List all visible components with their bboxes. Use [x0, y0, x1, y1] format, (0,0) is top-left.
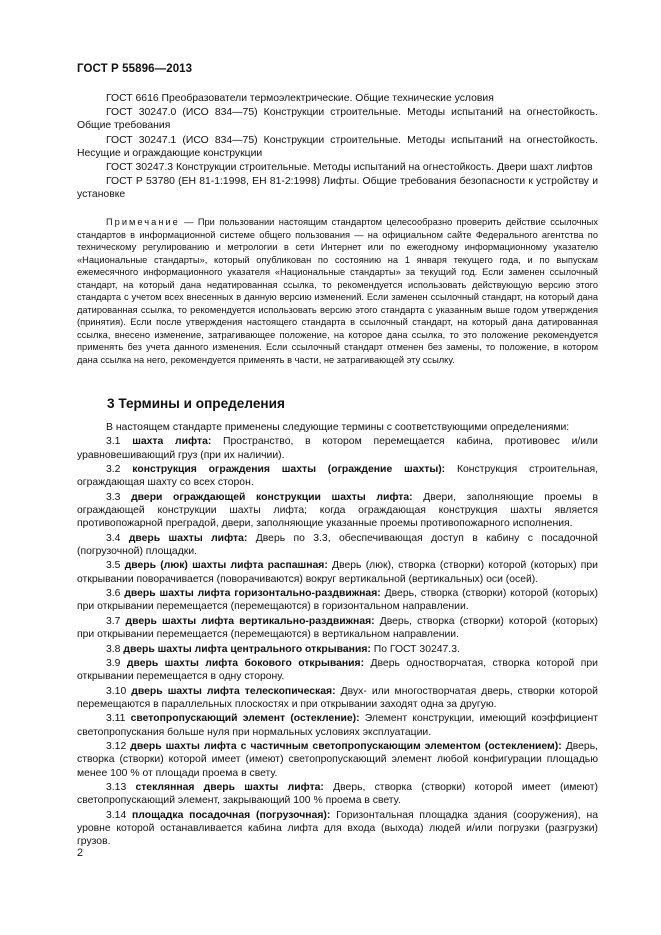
term-item [77, 463, 598, 490]
term-definition: Пространство, в котором перемещается кабина, противовес и/или уравновешивающий груз (при их наличии). [77, 436, 598, 461]
term-number: 3.13 [106, 781, 136, 793]
term-item [77, 685, 598, 712]
reference-item: ГОСТ 30247.0 (ИСО 834—75) Конструкции строительные. Методы испытаний на огнестойкость. Общие требования [77, 107, 598, 132]
term-name: дверь шахты лифта центрального открывания: [123, 643, 371, 655]
term-item [77, 657, 598, 684]
term-name: дверь шахты лифта: [128, 532, 248, 544]
term-item [77, 643, 598, 656]
term-item [77, 532, 598, 559]
term-name: стеклянная дверь шахты лифта: [135, 781, 324, 793]
term-name: дверь шахты лифта горизонтально-раздвижная: [124, 588, 381, 600]
term-name: шахта лифта: [132, 436, 212, 448]
terms-list [77, 421, 598, 850]
term-name: дверь шахты лифта вертикально-раздвижная: [125, 615, 375, 627]
term-definition: Элемент конструкции, имеющий коэффициент светопропускания больше нуля при нормальных условиях эксплуатации. [77, 713, 598, 738]
term-name: дверь шахты лифта бокового открывания: [126, 657, 365, 669]
term-definition: Дверь по 3.3, обеспечивающая доступ в кабину с посадочной (погрузочной) площадки. [77, 532, 598, 558]
term-name: светопропускающий элемент (остекление): [130, 713, 360, 725]
term-name: двери ограждающей конструкции шахты лифта: [131, 491, 413, 503]
document-code-header: ГОСТ Р 55896—2013 [77, 63, 193, 75]
term-item [77, 559, 598, 586]
term-definition: Дверь, створка (створки) которой имеет (имеют) светопропускающий элемент, закрывающий 100 % проема в свету. [77, 781, 598, 807]
term-definition: Двери, заполняющие проемы в ограждающей конструкции шахты лифта; когда ограждающая конструкция шахты является противопожарной преградой, двери, заполняющие указанные проемы противопожарного исполнения. [77, 491, 598, 530]
reference-item: ГОСТ 30247.1 (ИСО 834—75) Конструкции строительные. Методы испытаний на огнестойкость. Несущие и ограждающие конструкции [77, 134, 598, 159]
term-number: 3.3 [106, 491, 132, 503]
term-definition: Двух- или многостворчатая дверь, створки которой перемещаются в параллельных плоскостях и при открывании заходят одна за другую. [77, 685, 598, 710]
note-paragraph [77, 216, 598, 366]
term-number: 3.10 [106, 685, 132, 697]
term-number: 3.11 [106, 713, 131, 725]
term-number: 3.8 [106, 643, 124, 655]
term-name: дверь (люк) шахты лифта распашная: [124, 560, 328, 572]
term-definition: Дверь одностворчатая, створка которой при открывании перемещается в одну сторону. [77, 657, 598, 683]
term-item [77, 615, 598, 642]
term-number: 3.4 [106, 532, 129, 544]
term-name: дверь шахты лифта с частичным светопропускающим элементом (остеклением): [130, 740, 562, 752]
term-item [77, 740, 598, 780]
term-item [77, 781, 598, 808]
term-item [77, 712, 598, 739]
section-title: 3 Термины и определения [107, 396, 285, 411]
section-intro: В настоящем стандарте применены следующие термины с соответствующими определениями: [106, 422, 570, 433]
term-item [77, 587, 598, 614]
term-number: 3.14 [106, 809, 133, 821]
term-definition: Конструкция строительная, ограждающая шахту со всех сторон. [77, 464, 599, 489]
term-number: 3.12 [106, 740, 131, 752]
term-item [77, 491, 598, 531]
page-number: 2 [77, 847, 84, 859]
term-number: 3.7 [106, 615, 126, 627]
term-number: 3.9 [106, 657, 127, 669]
term-item [77, 809, 598, 849]
term-definition: Дверь, створка (створки) которой имеет (имеют) светопропускающий элемент любой конфигурации площадью менее 100 % от площади проема в свету. [77, 740, 598, 779]
reference-item: ГОСТ 30247.3 Конструкции строительные. Методы испытаний на огнестойкость. Двери шахт лифтов [106, 162, 593, 174]
term-definition: Горизонтальная площадка здания (сооружения), на уровне которой останавливается кабина лифта для входа (выхода) людей и/или погрузки (разгрузки) грузов. [77, 809, 598, 848]
term-number: 3.6 [106, 588, 125, 600]
term-number: 3.5 [106, 560, 125, 572]
term-definition: Дверь (люк), створка (створки) которой (которых) при открывании поворачивается (поворачиваются) вокруг вертикальной (вертикальных) оси (осей). [77, 560, 598, 585]
term-name: дверь шахты лифта телескопическая: [131, 685, 336, 697]
term-name: конструкция ограждения шахты (ограждение шахты): [132, 464, 446, 476]
term-definition: По ГОСТ 30247.3. [370, 643, 460, 655]
term-number: 3.1 [106, 436, 133, 448]
reference-item: ГОСТ 6616 Преобразователи термоэлектрические. Общие технические условия [106, 93, 494, 104]
note-text: — При пользовании настоящим стандартом целесообразно проверить действие ссылочных стандартов в информационной системе общего пользования — на официальном сайте Федерального агентства по техническому регулированию и метрологии в сети Интернет или по ежегодному информационному указателю «Национальные стандарты», который опубликован по состоянию на 1 января текущего года, и по выпускам ежемесячного информационного указателя «Национальные стандарты» за текущий год. Если заменен ссылочный стандарт, на который дана недатированная ссылка, то рекомендуется использовать действующую версию этого стандарта с учетом всех внесенных в данную версию изменений. Если заменен ссылочный стандарт, на который дана датированная ссылка, то рекомендуется использовать версию этого стандарта с указанным выше годом утверждения (принятия). Если после утверждения настоящего стандарта в ссылочный стандарт, на который дана датированная ссылка, внесено изменение, затрагивающее положение, на которое дана ссылка, то это положение рекомендуется применять без учета данного изменения. Если ссылочный стандарт отменен без замены, то положение, в котором дана ссылка на него, рекомендуется применять в части, не затрагивающей эту ссылку. [77, 217, 598, 365]
term-definition: Дверь, створка (створки) которой (которых) при открывании перемещается (перемещаются) в вертикальном направлении. [77, 615, 598, 641]
term-definition: Дверь, створка (створки) которой (которых) при открывании перемещается (перемещаются) в горизонтальном направлении. [77, 588, 598, 613]
term-item [77, 435, 598, 462]
term-number: 3.2 [106, 464, 133, 476]
term-name: площадка посадочная (погрузочная): [132, 809, 331, 821]
reference-item: ГОСТ Р 53780 (ЕН 81-1:1998, ЕН 81-2:1998) Лифты. Общие требования безопасности к устройству и установке [77, 176, 598, 201]
normative-references-list [77, 92, 598, 203]
note-label: Примечание [106, 217, 180, 227]
